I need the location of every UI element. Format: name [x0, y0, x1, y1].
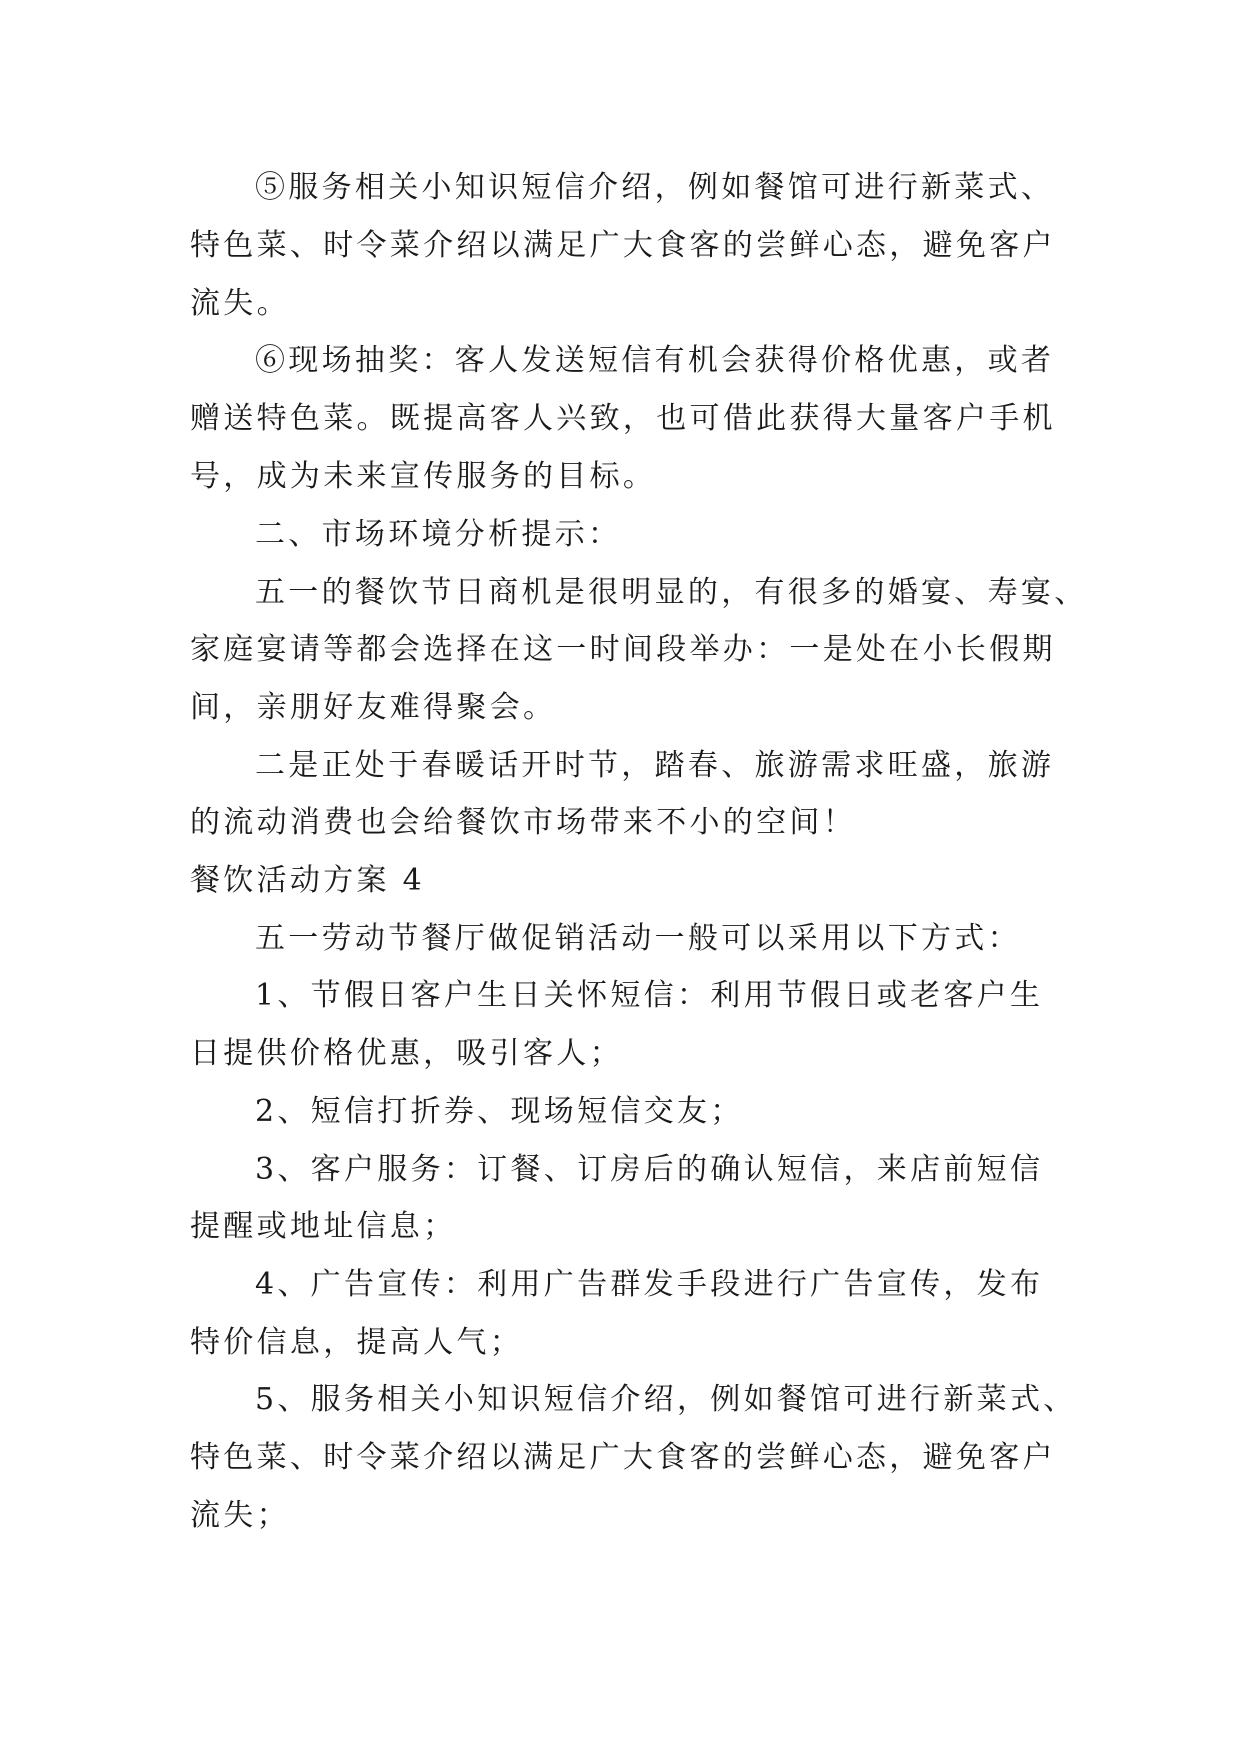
list-item: 3、客户服务：订餐、订房后的确认短信，来店前短信 [255, 1152, 1044, 1187]
paragraph-line: 提醒或地址信息； [190, 1209, 457, 1244]
paragraph-line: 特色菜、时令菜介绍以满足广大食客的尝鲜心态，避免客户 [190, 1440, 1056, 1475]
paragraph-line: 特价信息，提高人气； [190, 1325, 523, 1360]
list-item: 2、短信打折券、现场短信交友； [255, 1094, 744, 1129]
list-item: 1、节假日客户生日关怀短信：利用节假日或老客户生 [255, 978, 1044, 1013]
paragraph-line: 家庭宴请等都会选择在这一时间段举办：一是处在小长假期 [190, 632, 1056, 667]
paragraph-line: ⑥现场抽奖：客人发送短信有机会获得价格优惠，或者 [255, 343, 1055, 378]
paragraph-line: 五一劳动节餐厅做促销活动一般可以采用以下方式： [255, 921, 1021, 956]
document-title: 餐饮活动方案 4 [190, 863, 426, 898]
paragraph-line: 流失。 [190, 286, 290, 321]
list-item: 5、服务相关小知识短信介绍，例如餐馆可进行新菜式、 [255, 1382, 1077, 1417]
paragraph-line: 间，亲朋好友难得聚会。 [190, 690, 557, 725]
paragraph-line: 五一的餐饮节日商机是很明显的，有很多的婚宴、寿宴、 [255, 575, 1088, 610]
paragraph-line: 赠送特色菜。既提高客人兴致，也可借此获得大量客户手机 [190, 401, 1056, 436]
list-item: 4、广告宣传：利用广告群发手段进行广告宣传，发布 [255, 1267, 1044, 1302]
paragraph-line: 特色菜、时令菜介绍以满足广大食客的尝鲜心态，避免客户 [190, 228, 1056, 263]
section-heading: 二、市场环境分析提示： [255, 517, 622, 552]
paragraph-line: 号，成为未来宣传服务的目标。 [190, 459, 657, 494]
paragraph-line: ⑤服务相关小知识短信介绍，例如餐馆可进行新菜式、 [255, 170, 1055, 205]
paragraph-line: 流失； [190, 1498, 290, 1533]
paragraph-line: 日提供价格优惠，吸引客人； [190, 1036, 623, 1071]
paragraph-line: 的流动消费也会给餐饮市场带来不小的空间！ [190, 805, 856, 840]
paragraph-line: 二是正处于春暖话开时节，踏春、旅游需求旺盛，旅游 [255, 748, 1055, 783]
